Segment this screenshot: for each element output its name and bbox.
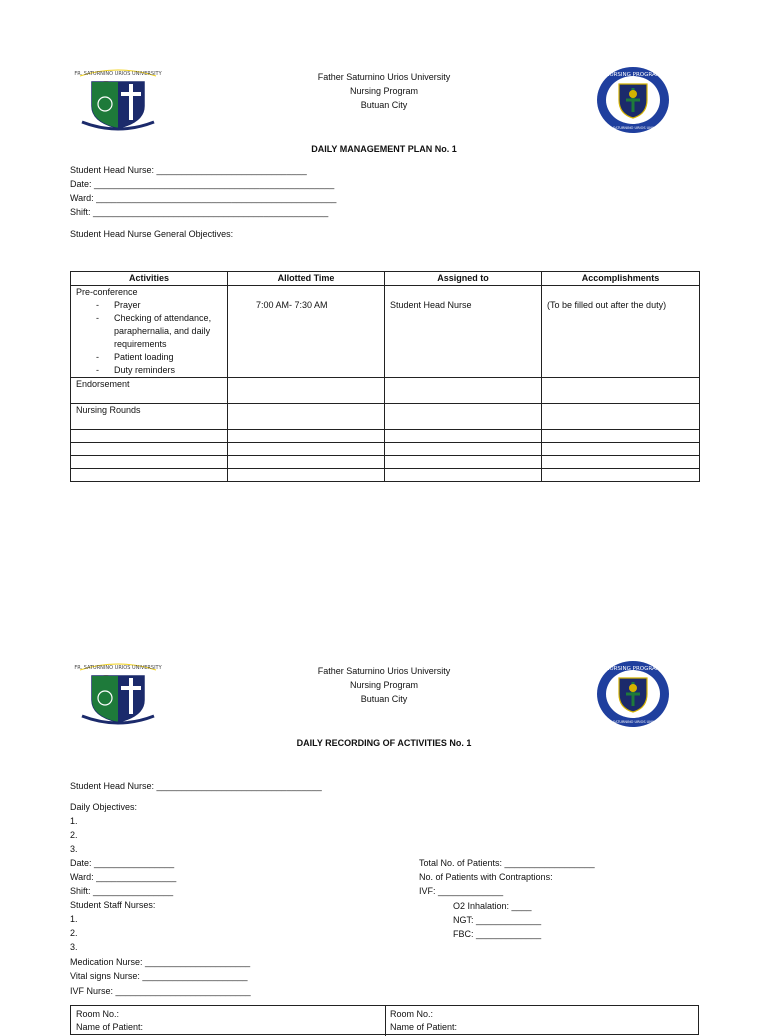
svg-text:FR. SATURNINO URIOS UNIVERSITY: FR. SATURNINO URIOS UNIVERSITY: [74, 665, 162, 671]
nursing-program-seal-logo-2: [595, 660, 671, 728]
staff-3: 3.: [70, 942, 78, 952]
program-name: Nursing Program: [349, 680, 419, 690]
medication-nurse-field: Medication Nurse: _____________________: [70, 957, 251, 967]
list-item: - Checking of attendance, paraphernalia, and daily requirements: [92, 312, 222, 351]
o2-inhalation-field: O2 Inhalation: ____: [453, 901, 532, 911]
accomplishment-cell: (To be filled out after the duty): [542, 286, 700, 378]
header-accomplishments: Accomplishments: [542, 272, 700, 286]
ivf-nurse-field: IVF Nurse: ___________________________: [70, 986, 251, 996]
shift-field: Shift: ________________: [70, 886, 174, 896]
table-header-row: [71, 272, 700, 286]
field-head-nurse: Student Head Nurse: ______________________________: [70, 165, 307, 175]
svg-text:NURSING PROGRAM: NURSING PROGRAM: [605, 666, 661, 672]
svg-text:FR. SATURNINO URIOS UNIVERSITY: FR. SATURNINO URIOS UNIVERSITY: [74, 71, 162, 77]
room-no-right: Room No.:: [390, 1009, 434, 1019]
header-block-2: [234, 664, 534, 706]
ivf-field: IVF: _____________: [419, 886, 504, 896]
header-assigned-to: Assigned to: [385, 272, 542, 286]
list-item: - Prayer: [92, 299, 222, 312]
university-shield-logo-2: [74, 660, 162, 726]
date-field: Date: ________________: [70, 858, 175, 868]
staff-2: 2.: [70, 928, 78, 938]
patient-name-right: Name of Patient:: [390, 1022, 458, 1032]
field-date: Date: ________________________________________________: [70, 179, 335, 189]
list-item: - Duty reminders: [92, 364, 222, 377]
table-row: [71, 430, 700, 443]
preconference-label: Pre-conference: [76, 287, 138, 297]
header-block: [234, 70, 534, 112]
header-activities: Activities: [71, 272, 228, 286]
university-name: Father Saturnino Urios University: [317, 72, 451, 82]
daily-objectives-label: Daily Objectives:: [70, 802, 138, 812]
ngt-field: NGT: _____________: [453, 915, 542, 925]
time-cell: 7:00 AM- 7:30 AM: [228, 286, 385, 378]
svg-text:FATHER SATURNINO URIOS UNIVERS: FATHER SATURNINO URIOS UNIVERSITY: [598, 720, 668, 724]
table-row: [71, 404, 700, 430]
city-name: Butuan City: [360, 100, 408, 110]
plan-title: DAILY MANAGEMENT PLAN No. 1: [311, 144, 457, 154]
table-row: [71, 286, 700, 378]
fbc-field: FBC: _____________: [453, 929, 542, 939]
svg-text:NURSING PROGRAM: NURSING PROGRAM: [605, 72, 661, 78]
nursing-program-seal-logo: [595, 66, 671, 134]
table-row: [71, 443, 700, 456]
objective-2: 2.: [70, 830, 78, 840]
contraptions-label: No. of Patients with Contraptions:: [419, 872, 553, 882]
ward-field: Ward: ________________: [70, 872, 177, 882]
field-ward: Ward: ________________________________________________: [70, 193, 337, 203]
total-patients-field: Total No. of Patients: __________________: [419, 858, 595, 868]
header-allotted-time: Allotted Time: [228, 272, 385, 286]
city-name: Butuan City: [360, 694, 408, 704]
room-table: [70, 1005, 699, 1035]
activity-cell: [71, 286, 228, 378]
field-shift: Shift: _______________________________________________: [70, 207, 329, 217]
vital-signs-nurse-field: Vital signs Nurse: _____________________: [70, 971, 248, 981]
svg-text:FATHER SATURNINO URIOS UNIVERS: FATHER SATURNINO URIOS UNIVERSITY: [598, 126, 668, 130]
table-row: [71, 378, 700, 404]
objective-1: 1.: [70, 816, 78, 826]
head-nurse-field: Student Head Nurse: _________________________________: [70, 781, 322, 791]
university-name: Father Saturnino Urios University: [317, 666, 451, 676]
nursing-rounds-cell: Nursing Rounds: [71, 404, 228, 430]
list-item: - Patient loading: [92, 351, 222, 364]
assigned-cell: Student Head Nurse: [385, 286, 542, 378]
patient-name-left: Name of Patient:: [76, 1022, 144, 1032]
preconference-list: [76, 299, 222, 377]
staff-nurses-label: Student Staff Nurses:: [70, 900, 156, 910]
university-shield-logo: [74, 66, 162, 132]
recording-title: DAILY RECORDING OF ACTIVITIES No. 1: [296, 738, 472, 748]
staff-1: 1.: [70, 914, 78, 924]
room-no-left: Room No.:: [76, 1009, 120, 1019]
general-objectives-label: Student Head Nurse General Objectives:: [70, 229, 234, 239]
objective-3: 3.: [70, 844, 78, 854]
management-plan-table: [70, 271, 700, 482]
table-row: [71, 456, 700, 469]
program-name: Nursing Program: [349, 86, 419, 96]
table-row: [71, 469, 700, 482]
endorsement-cell: Endorsement: [71, 378, 228, 404]
